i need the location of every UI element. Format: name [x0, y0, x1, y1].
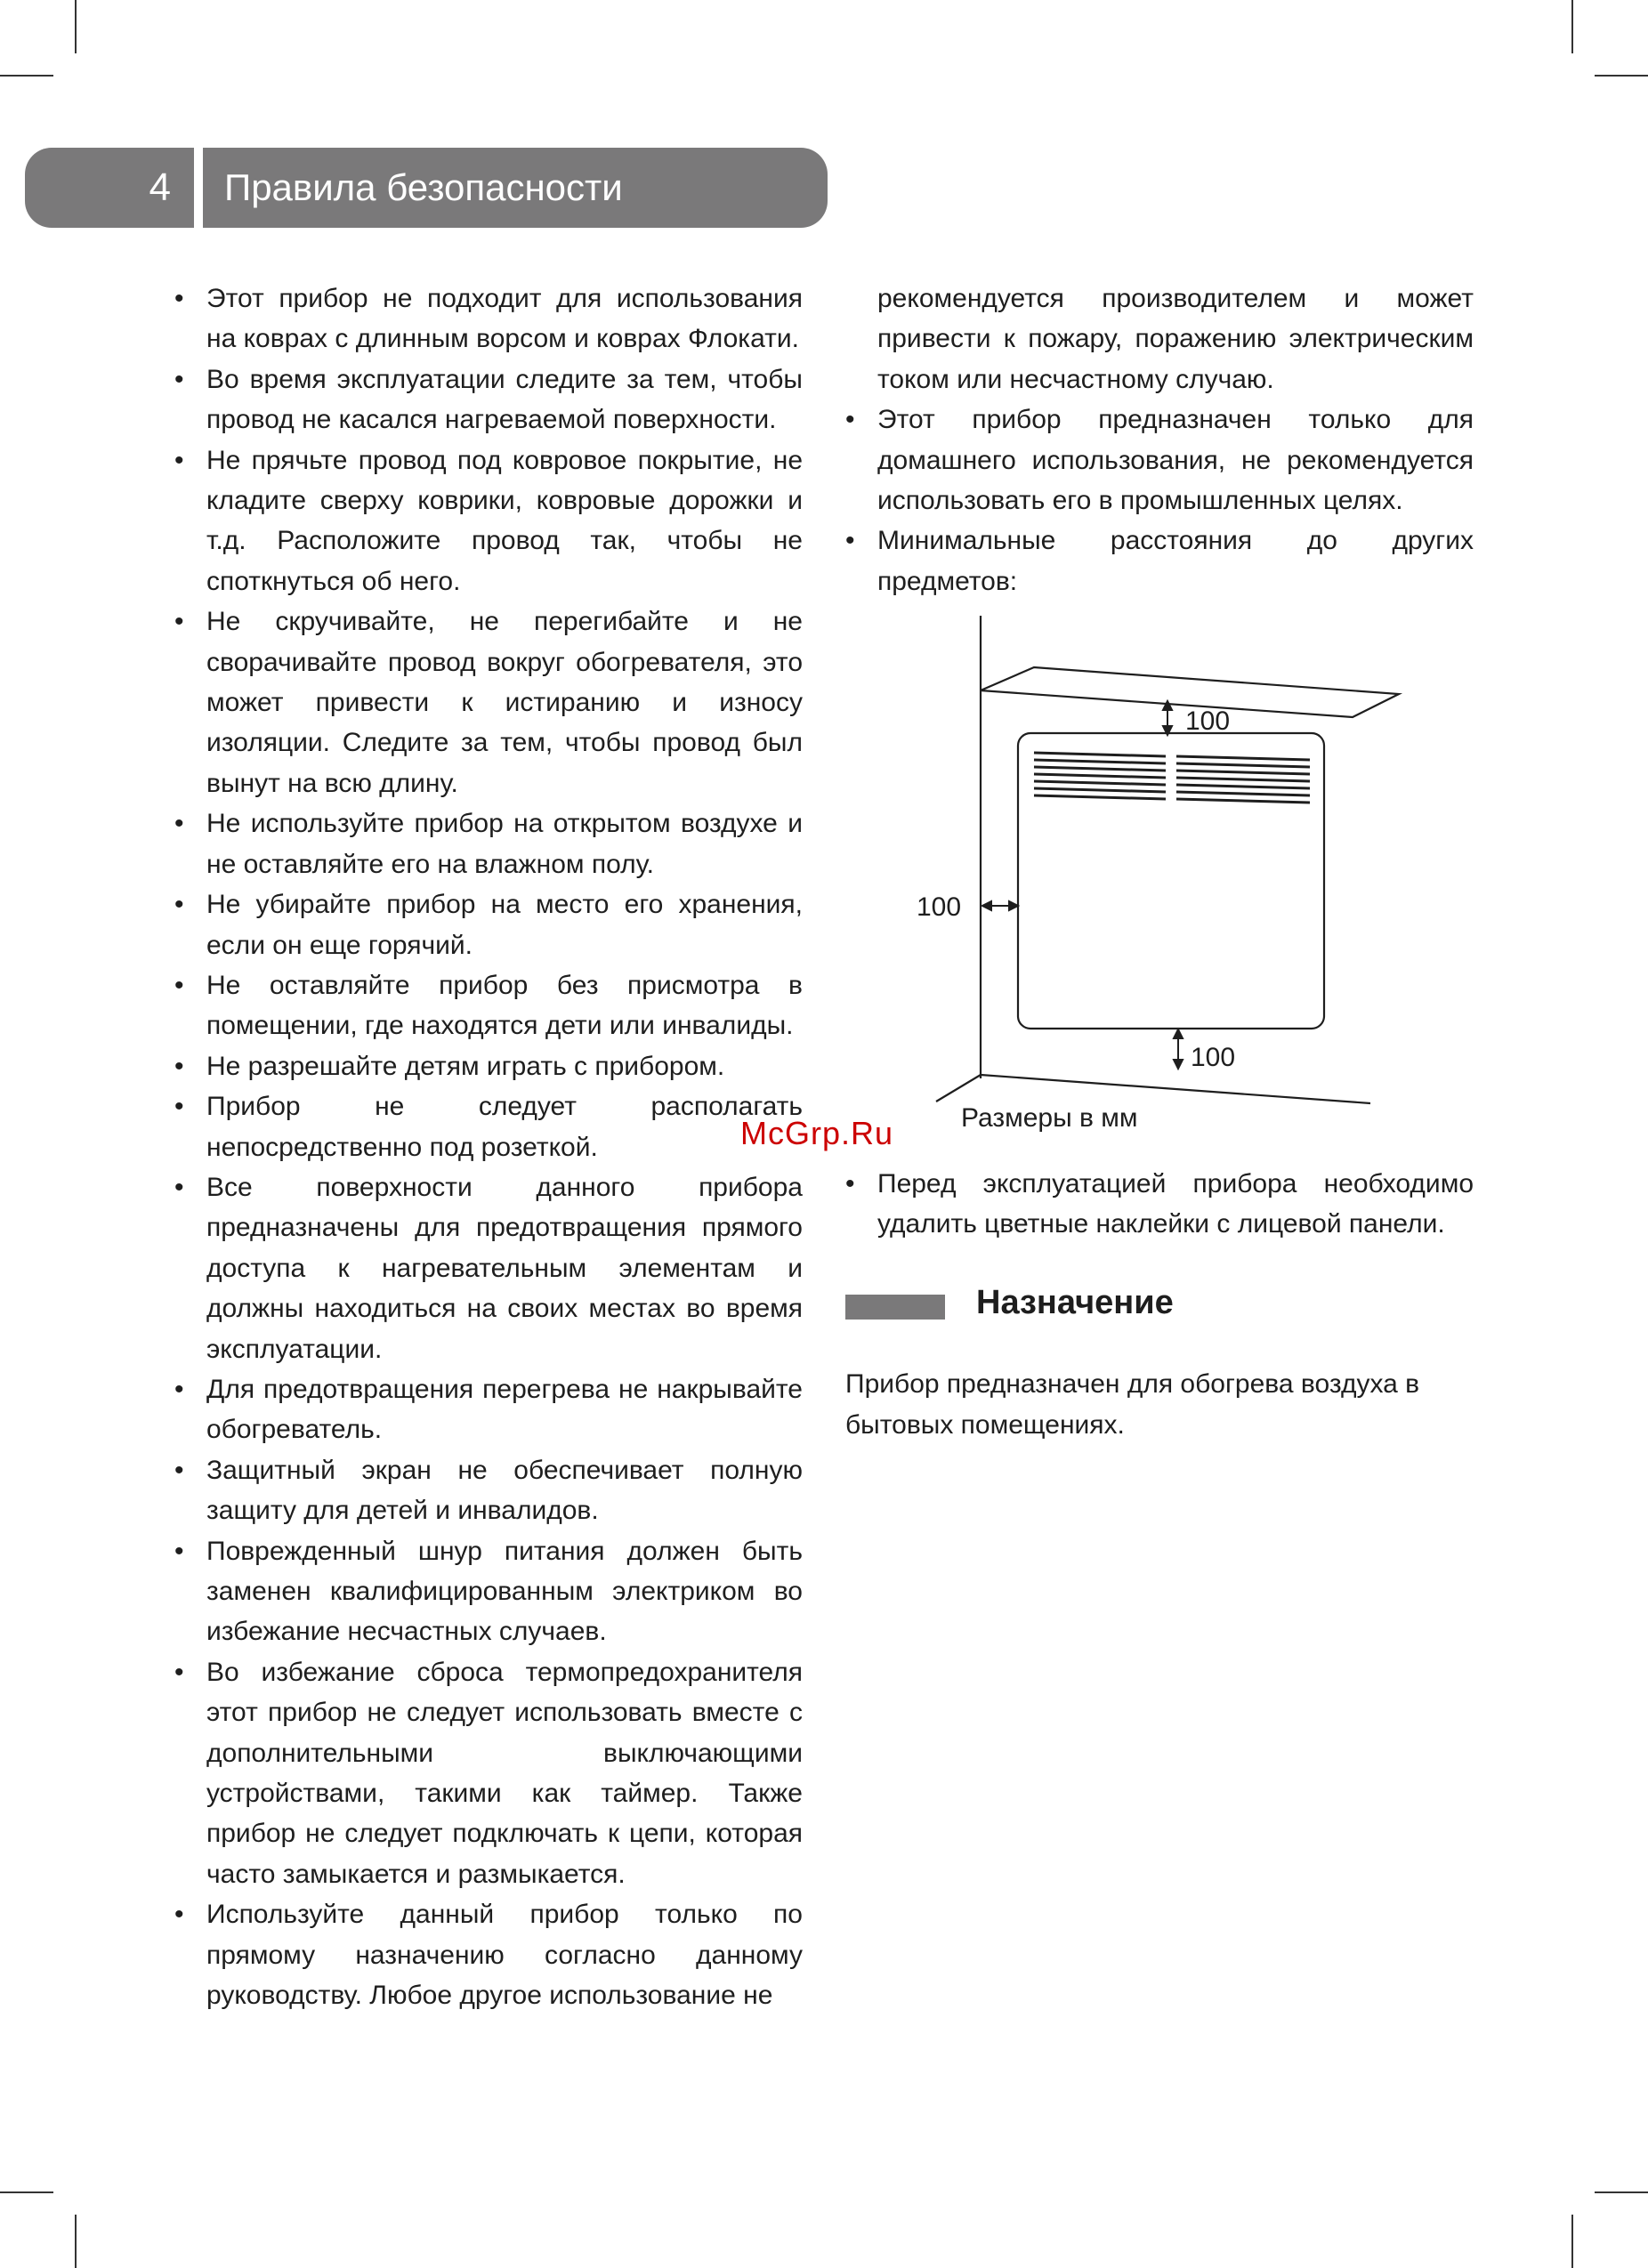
left-column	[174, 278, 803, 2015]
section-text: Прибор предназначен для обогрева воздуха в бытовых помещениях.	[845, 1369, 1420, 1440]
crop-mark	[1571, 2215, 1573, 2268]
list-item: • Во время эксплуатации следите за тем, чтобы провод не касался нагреваемой поверхности.	[174, 359, 803, 440]
list-item: • Не убирайте прибор на место его хранения, если он еще горячий.	[174, 884, 803, 965]
list-item: • Во избежание сброса термопредохранителя этот прибор не следует использовать вместе с дополнительными выключающими устройствами, такими как таймер. Также прибор не следует подключать к цепи, которая часто замыкается и размыкается.	[174, 1652, 803, 1894]
heater-body	[1018, 733, 1324, 1029]
list-item: • Не скручивайте, не перегибайте и не сворачивайте провод вокруг обогревателя, это может привести к истиранию и износу изоляции. Следите за тем, чтобы провод был вынут на всю длину.	[174, 601, 803, 803]
arrow-head	[1009, 901, 1018, 910]
crop-mark	[75, 0, 77, 53]
safety-list-left	[174, 278, 803, 2015]
floor-line	[981, 1075, 1370, 1103]
diagram-caption: Размеры в мм	[961, 1103, 1138, 1133]
list-item: • Не оставляйте прибор без присмотра в помещении, где находятся дети или инвалиды.	[174, 965, 803, 1046]
list-item: • Все поверхности данного прибора предназначены для предотвращения прямого доступа к нагревательным элементам и должны находиться на своих местах во время эксплуатации.	[174, 1167, 803, 1369]
crop-mark	[0, 2191, 53, 2193]
page-title: Правила безопасности	[203, 148, 828, 228]
list-item: • Перед эксплуатацией прибора необходимо удалить цветные наклейки с лицевой панели.	[845, 1164, 1474, 1245]
right-column-after	[845, 1164, 1474, 1245]
label-side: 100	[917, 892, 962, 922]
label-top: 100	[1185, 706, 1231, 736]
list-item: • Используйте данный прибор только по прямому назначению согласно данному руководству. Любое другое использование не	[174, 1894, 803, 2015]
list-item: • Для предотвращения перегрева не накрывайте обогреватель.	[174, 1369, 803, 1450]
list-item: • Поврежденный шнур питания должен быть заменен квалифицированным электриком во избежание несчастных случаев.	[174, 1531, 803, 1652]
list-item: • Не разрешайте детям играть с прибором.	[174, 1046, 803, 1086]
watermark: McGrp.Ru	[740, 1115, 894, 1151]
arrow-head	[1174, 1060, 1183, 1069]
list-item: • Этот прибор предназначен только для домашнего использования, не рекомендуется использовать его в промышленных целях.	[845, 400, 1474, 521]
crop-mark	[1571, 0, 1573, 53]
section-title: Назначение	[976, 1284, 1174, 1321]
arrow-head	[982, 901, 991, 910]
list-item: • Не используйте прибор на открытом воздухе и не оставляйте его на влажном полу.	[174, 803, 803, 884]
section-marker	[845, 1295, 945, 1320]
arrow-head	[1174, 1029, 1183, 1038]
list-item: • Этот прибор не подходит для использования на коврах с длинным ворсом и коврах Флокати.	[174, 278, 803, 359]
safety-list-right	[845, 400, 1474, 601]
crop-mark	[75, 2215, 77, 2268]
label-bottom: 100	[1191, 1043, 1236, 1072]
page-number: 4	[25, 148, 194, 228]
floor-line	[936, 1075, 981, 1102]
list-item: • Минимальные расстояния до других предметов:	[845, 521, 1474, 601]
heater-grille	[1034, 753, 1310, 803]
right-column	[845, 278, 1474, 601]
list-item: • Защитный экран не обеспечивает полную защиту для детей и инвалидов.	[174, 1450, 803, 1531]
list-item: • Не прячьте провод под ковровое покрытие, не кладите сверху коврики, ковровые дорожки и т.д. Расположите провод так, чтобы не споткнуться об него.	[174, 440, 803, 602]
list-item: • Прибор не следует располагать непосредственно под розеткой.	[174, 1086, 803, 1167]
crop-mark	[0, 75, 53, 77]
crop-mark	[1595, 75, 1648, 77]
arrow-head	[1163, 701, 1172, 710]
clearance-diagram	[890, 612, 1424, 1146]
crop-mark	[1595, 2191, 1648, 2193]
continued-text: рекомендуется производителем и может привести к пожару, поражению электрическим током или несчастному случаю.	[877, 284, 1474, 394]
